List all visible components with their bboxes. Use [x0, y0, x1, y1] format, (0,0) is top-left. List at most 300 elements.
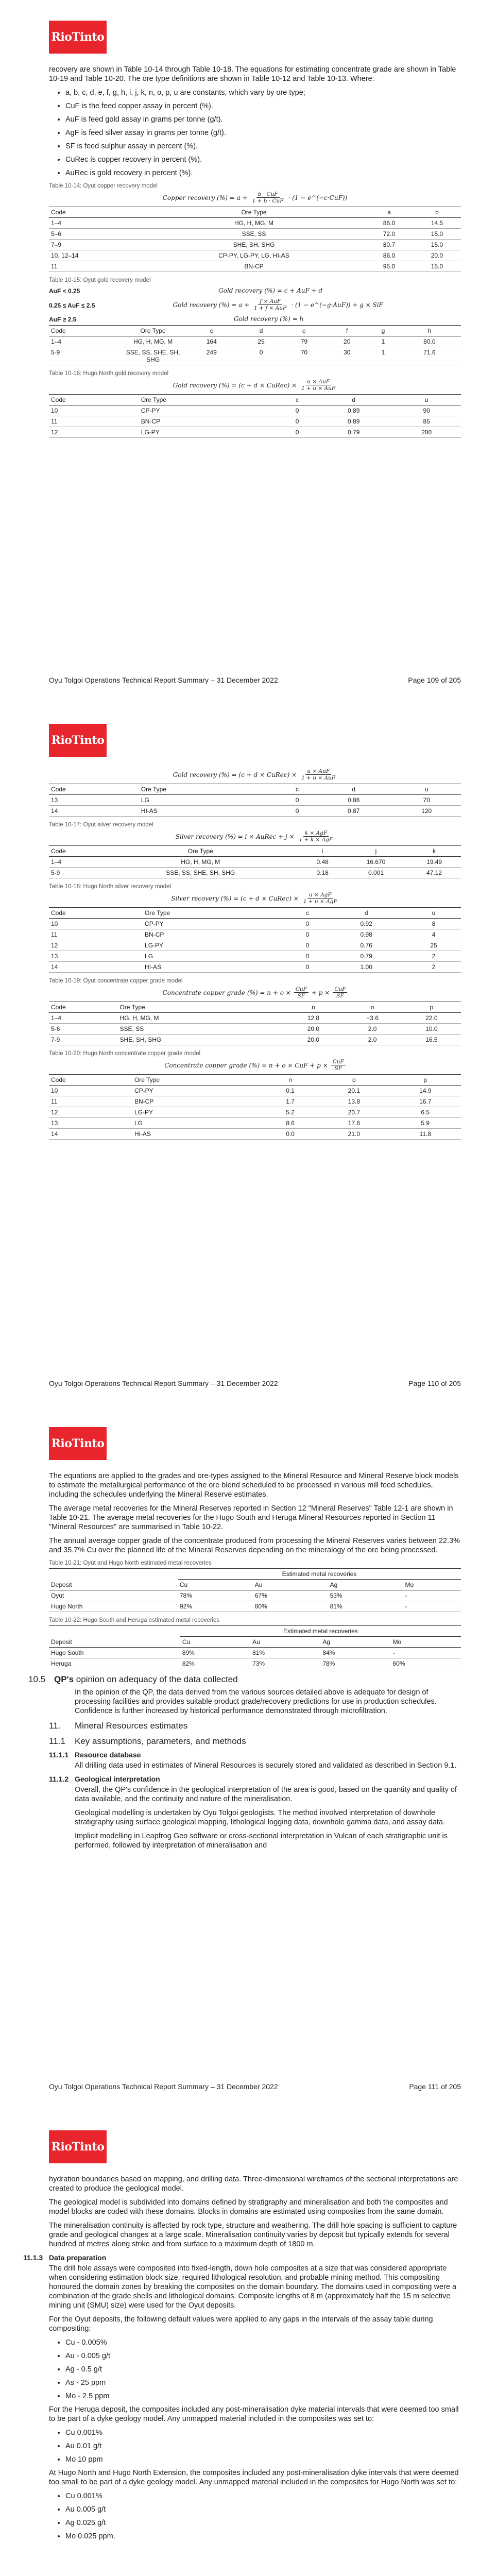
page-112	[0, 2110, 497, 2576]
col-header: i	[300, 846, 345, 857]
table-10-16-continued	[49, 784, 461, 817]
formula-fraction	[331, 1059, 346, 1072]
section-number: 11.	[49, 1721, 61, 1731]
cell: 90	[392, 405, 461, 416]
col-header: e	[283, 326, 325, 336]
cell: -	[403, 1601, 461, 1612]
cell: SHE, SH, SHG	[118, 1035, 284, 1045]
hugo-conc-grade-formula	[49, 1059, 461, 1072]
cell: 86.0	[365, 250, 413, 261]
table-row	[49, 1107, 461, 1118]
cell: 80.7	[365, 240, 413, 250]
paragraph: For the Oyut deposits, the following default values were applied to any gaps in the intervals of the assay table during compositing:	[49, 2315, 433, 2333]
fraction-denominator: 1 + u × AuF	[301, 775, 336, 781]
cell: 0	[289, 940, 327, 951]
fraction-numerator: CuF	[331, 1059, 346, 1065]
col-header: Code	[49, 1075, 132, 1086]
cell: 73%	[250, 1658, 320, 1669]
formula-fraction	[294, 986, 309, 999]
cell: 11	[49, 1096, 132, 1107]
cell: SSE, SS	[118, 1024, 284, 1035]
paragraph: Implicit modelling in Leapfrog Geo software or cross-sectional interpretation in Vulcan of each stratigraphic unit is performed, followed by interpretation of mineralisation and	[75, 1832, 448, 1850]
cell: -	[391, 1648, 461, 1658]
table-row	[49, 1590, 461, 1601]
table-row	[49, 919, 461, 929]
cell: 0	[289, 962, 327, 973]
cell: 13.8	[318, 1096, 389, 1107]
cell: 8.6	[262, 1118, 318, 1129]
cell: 10	[49, 405, 139, 416]
formula-lhs: Silver recovery (%) = i × AuRec + j ×	[175, 833, 295, 840]
list-item: • CuF is the feed copper assay in percent (%).	[65, 101, 461, 111]
table-10-17	[49, 845, 461, 878]
cell: 5-9	[49, 868, 100, 878]
cell: BN-CP	[132, 1096, 262, 1107]
list-item: • AgF is feed silver assay in grams per tonne (g/t).	[65, 128, 461, 138]
fraction-denominator: 1 + u × AuF	[301, 385, 336, 392]
table-row	[49, 1024, 461, 1035]
cell: 20.7	[318, 1107, 389, 1118]
table-row	[49, 806, 461, 817]
list-item: • Cu 0.001%	[65, 2428, 461, 2437]
rio-tinto-logo: RioTinto	[49, 2130, 107, 2163]
formula-fraction	[302, 892, 339, 905]
rio-tinto-logo: RioTinto	[49, 1427, 107, 1460]
cell: 0.87	[315, 806, 392, 817]
table-10-15	[49, 325, 461, 365]
col-header: Ag	[328, 1580, 403, 1590]
cell: 0.89	[315, 405, 392, 416]
cell: 2	[406, 951, 461, 962]
cell: 21.0	[318, 1129, 389, 1140]
table-row	[49, 1086, 461, 1096]
table-row	[49, 795, 461, 806]
col-header: c	[279, 395, 315, 405]
table-row	[49, 857, 461, 868]
cell: 1.00	[326, 962, 406, 973]
condition-label: AuF < 0.25	[49, 287, 80, 295]
cell: 12	[49, 940, 143, 951]
col-header: d	[315, 395, 392, 405]
paragraph: The average metal recoveries for the Mineral Reserves reported in Section 12 "Mineral Reserves" Table 12-1 are shown in Table 10-21. The average metal recoveries for the Hugo South and Heruga Mineral Resources reported in Section 11 "Mineral Resources" are summarised in Table 10-22.	[49, 1504, 453, 1531]
col-header: Ore Type	[100, 846, 300, 857]
col-header: Deposit	[49, 1569, 178, 1590]
cell: SSE, SS, SHE, SH, SHG	[100, 868, 300, 878]
col-header: o	[318, 1075, 389, 1086]
cell: 11	[49, 416, 139, 427]
list-item: • Au - 0.005 g/t	[65, 2351, 461, 2361]
cell: 78%	[178, 1590, 253, 1601]
cell: SSE, SS, SHE, SH, SHG	[123, 347, 183, 365]
table-row	[49, 940, 461, 951]
section-title: Mineral Resources estimates	[75, 1721, 188, 1731]
cell: 7–9	[49, 240, 143, 250]
formula-fraction	[333, 986, 347, 999]
fraction-numerator: u × AuF	[305, 768, 331, 775]
fraction-numerator: CuF	[294, 986, 309, 993]
cell: 12	[49, 427, 139, 438]
cell: 164	[183, 336, 239, 347]
cell: 16.7	[390, 1096, 461, 1107]
section-number: 11.1	[49, 1736, 65, 1746]
cell: 70	[392, 795, 461, 806]
col-header: Ore Type	[118, 1002, 284, 1013]
cell: LG-PY	[132, 1107, 262, 1118]
cell: 5.9	[390, 1118, 461, 1129]
col-header: Code	[49, 326, 123, 336]
col-header: u	[406, 908, 461, 919]
table-10-21	[49, 1568, 461, 1612]
cell: 0	[279, 427, 315, 438]
fraction-denominator: 1 + u × AgF	[303, 899, 337, 905]
cell: 0	[279, 795, 315, 806]
section-heading-10-5	[28, 1674, 461, 1685]
list-item: • Cu 0.001%	[65, 2492, 461, 2501]
cell: 84%	[320, 1648, 390, 1658]
col-header: d	[315, 784, 392, 795]
cell: 80%	[253, 1601, 328, 1612]
col-header: c	[289, 908, 327, 919]
section-heading-11-1-1	[49, 1751, 461, 1759]
cell: 71.6	[398, 347, 461, 365]
cell: HI-AS	[143, 962, 289, 973]
cell: 95.0	[365, 261, 413, 272]
cell: HG, H, MG, M	[143, 218, 365, 229]
cell: 0.89	[315, 416, 392, 427]
list-item: • Mo - 2.5 ppm	[65, 2392, 461, 2401]
cell: 13	[49, 795, 139, 806]
paragraph: The annual average copper grade of the concentrate produced from processing the Mineral Reserves varies between 22.3% and 35.7% Cu over the planned life of the Mineral Reserves depending on the mineralogy of the ore being processed.	[49, 1537, 460, 1554]
cell: 5-9	[49, 347, 123, 365]
cell: 19.49	[407, 857, 461, 868]
cell: 20.1	[318, 1086, 389, 1096]
cell: 47.12	[407, 868, 461, 878]
cell: 5–6	[49, 229, 143, 240]
cell: 120	[392, 806, 461, 817]
table-caption: Table 10-14: Oyut copper recovery model	[49, 183, 158, 189]
col-header: Mo	[403, 1580, 461, 1590]
table-row	[49, 229, 461, 240]
formula: Gold recovery (%) = c + AuF + d	[218, 287, 323, 294]
list-item: • Ag - 0.5 g/t	[65, 2365, 461, 2374]
formula-lhs: Gold recovery (%) = a +	[173, 301, 250, 309]
table-10-19	[49, 1002, 461, 1045]
list-item: • Au 0.005 g/t	[65, 2505, 461, 2514]
table-10-20	[49, 1074, 461, 1140]
cell: 0	[279, 416, 315, 427]
intro-paragraph: recovery are shown in Table 10-14 through Table 10-18. The equations for estimating concentrate grade are shown in Table 10-19 and Table 10-20. The ore type definitions are shown in Table 10-12 and Table 10-13. Where:	[49, 65, 456, 83]
col-header: p	[390, 1075, 461, 1086]
formula: Gold recovery (%) = h	[233, 315, 304, 323]
paragraph: The equations are applied to the grades and ore-types assigned to the Mineral Resource and Mineral Reserve block models to estimate the metallurgical performance of the ore blend scheduled to be processed in various mill feed schedules, including the schedules underlying the Mineral Reserve estimates.	[49, 1472, 459, 1499]
cell: 11	[49, 929, 143, 940]
col-header: Deposit	[49, 1626, 180, 1648]
col-header: Au	[250, 1637, 320, 1648]
table-caption: Table 10-20: Hugo North concentrate copper grade model	[49, 1050, 201, 1057]
cell: Hugo North	[49, 1601, 178, 1612]
formula-lhs: Copper recovery (%) = a +	[162, 194, 248, 201]
cell: 2.0	[342, 1035, 402, 1045]
page-number: Page 109 of 205	[408, 676, 461, 684]
section-number: 11.1.2	[49, 1775, 69, 1783]
cell: 0.18	[300, 868, 345, 878]
section-number: 10.5	[28, 1674, 46, 1684]
cell: 79	[283, 336, 325, 347]
cell: HG, H, MG, M	[100, 857, 300, 868]
cell: 14.5	[413, 218, 461, 229]
cell: 249	[183, 347, 239, 365]
col-header: Ore Type	[143, 207, 365, 218]
table-caption: Table 10-16: Hugo North gold recovery model	[49, 370, 169, 377]
paragraph: hydration boundaries based on mapping, and drilling data. Three-dimensional wireframes of the sectional interpretations are created to produce the geological model.	[49, 2175, 458, 2193]
cell: 53%	[328, 1590, 403, 1601]
col-header: Code	[49, 207, 143, 218]
gold-condition-3	[49, 314, 461, 325]
cell: 0	[279, 405, 315, 416]
cell: 7-9	[49, 1035, 118, 1045]
fraction-numerator: u × AgF	[307, 892, 333, 899]
table-row	[49, 1658, 461, 1669]
oyut-conc-grade-formula	[49, 986, 461, 999]
cell: 16.670	[345, 857, 407, 868]
cell: 1–4	[49, 1013, 118, 1024]
page-111	[0, 1406, 497, 2110]
section-heading-11-1-3	[23, 2253, 461, 2262]
cell: 15.0	[413, 240, 461, 250]
rio-tinto-logo: RioTinto	[49, 21, 107, 54]
cell: 0.86	[315, 795, 392, 806]
section-number: 11.1.1	[49, 1751, 69, 1759]
col-header: Code	[49, 846, 100, 857]
footer-title: Oyu Tolgoi Operations Technical Report Summary – 31 December 2022	[49, 1379, 278, 1387]
formula-fraction	[252, 298, 288, 311]
col-header: h	[398, 326, 461, 336]
col-header: b	[413, 207, 461, 218]
footer-title: Oyu Tolgoi Operations Technical Report Summary – 31 December 2022	[49, 2082, 278, 2091]
cell: HI-AS	[132, 1129, 262, 1140]
cell: 0.79	[315, 427, 392, 438]
col-header: d	[326, 908, 406, 919]
paragraph: The mineralisation continuity is affected by rock type, structure and weathering. The drill hole spacing is sufficient to capture grade and geological changes at a large scale. Mineralisation continuity varies by deposit but typically extends for several hundred of metres along strike and from surface to a maximum depth of 1800 m.	[49, 2222, 457, 2248]
cell: 12	[49, 1107, 132, 1118]
section-heading-11-1-2	[49, 1775, 461, 1783]
cell: 0	[289, 929, 327, 940]
fraction-denominator: SF	[336, 993, 344, 999]
table-10-18	[49, 907, 461, 973]
cell: 16.5	[402, 1035, 461, 1045]
cell: 20.0	[284, 1035, 342, 1045]
paragraph: For the Heruga deposit, the composites included any post-mineralisation dyke material intervals that were deemed too small to be part of a dyke geology model. Any unmapped material included in the composites was set to:	[49, 2405, 459, 2423]
cell: CP-PY	[143, 919, 289, 929]
cell: CP-PY, LG-PY, LG, HI-AS	[143, 250, 365, 261]
cell: 86.0	[365, 218, 413, 229]
oyut-silver-formula	[49, 830, 461, 843]
cell: 17.6	[318, 1118, 389, 1129]
paragraph: At Hugo North and Hugo North Extension, the composites included any post-mineralisation dyke intervals that were deemed too small to be part of a dyke geology model. Any unmapped material included in the composites for Hugo North was set to:	[49, 2469, 459, 2486]
cell: 2	[406, 962, 461, 973]
cell: 81%	[250, 1648, 320, 1658]
hugo-silver-formula	[49, 892, 461, 905]
cell: 81%	[328, 1601, 403, 1612]
table-row	[49, 1601, 461, 1612]
list-item: • CuRec is copper recovery in percent (%).	[65, 155, 461, 164]
cell: 67%	[253, 1590, 328, 1601]
cell: 89%	[180, 1648, 250, 1658]
section-number: 11.1.3	[23, 2253, 43, 2262]
table-row	[49, 347, 461, 365]
cell: 20	[325, 336, 368, 347]
table-caption: Table 10-15: Oyut gold recovery model	[49, 277, 151, 283]
table-row	[49, 405, 461, 416]
paragraph: Overall, the QP's confidence in the geological interpretation of the area is good, based on the quantity and quality of data available, and the continuity and nature of the mineralisation.	[75, 1786, 457, 1803]
cell: 13	[49, 1118, 132, 1129]
cell: 12.8	[284, 1013, 342, 1024]
cell: BN-CP	[143, 261, 365, 272]
table-caption: Table 10-22: Hugo South and Heruga estimated metal recoveries	[49, 1617, 220, 1623]
condition-label: 0.25 ≤ AuF ≤ 2.5	[49, 301, 95, 309]
table-row	[49, 1129, 461, 1140]
formula-tail: · (1 − e^(−g·AuF)) + g × SiF	[291, 301, 383, 309]
fraction-denominator: 1 + f × AuF	[254, 305, 287, 311]
cell: 92%	[178, 1601, 253, 1612]
formula-fraction	[251, 191, 285, 204]
col-header: Cu	[178, 1580, 253, 1590]
table-row	[49, 218, 461, 229]
cell: CP-PY	[132, 1086, 262, 1096]
list-item: • SF is feed sulphur assay in percent (%).	[65, 142, 461, 151]
hugo-gold-formula-continued	[49, 768, 461, 781]
cell: 10	[49, 1086, 132, 1096]
formula-fraction	[298, 830, 335, 843]
paragraph: In the opinion of the QP, the data derived from the various sources detailed above is adequate for design of processing facilities and provides suitable product grade/recovery predictions for use in production schedules. Confidence is further increased by historical performance demonstrated through microfiltration.	[75, 1688, 437, 1715]
section-heading-11	[49, 1721, 461, 1731]
list-item: • Ag 0.025 g/t	[65, 2518, 461, 2528]
rio-tinto-logo: RioTinto	[49, 724, 107, 757]
cell: 15.0	[413, 229, 461, 240]
table-caption: Table 10-18: Hugo North silver recovery model	[49, 884, 172, 890]
cell: 11	[49, 261, 143, 272]
list-item: • As - 25 ppm	[65, 2378, 461, 2387]
formula-lhs: Gold recovery (%) = (c + d × CuRec) ×	[173, 381, 297, 389]
cell: 82%	[180, 1658, 250, 1669]
cell: 14	[49, 962, 143, 973]
cell: −3.6	[342, 1013, 402, 1024]
table-row	[49, 1096, 461, 1107]
cell: 14	[49, 806, 139, 817]
cell: HI-AS	[139, 806, 279, 817]
gold-condition-2	[49, 297, 461, 314]
col-header: j	[345, 846, 407, 857]
col-header: Code	[49, 395, 139, 405]
table-caption: Table 10-21: Oyut and Hugo North estimated metal recoveries	[49, 1560, 212, 1566]
formula-lhs: Concentrate copper grade (%) = n + o × CuF + p ×	[164, 1061, 328, 1069]
table-row	[49, 1013, 461, 1024]
paragraph: The drill hole assays were composited into fixed-length, down hole composites at a size that was considered appropriate when considering estimation block size, required lithological resolution, and probable mining method. This compositing honoured the domain zones by breaking the composites on the domain boundary. The domains used in compositing were a combination of the grade shells and lithological domains. Composite lengths of 8 m (approximately half the 15 m selective mining unit (SMU) size) were used for the Oyut deposits.	[49, 2264, 457, 2310]
variable-definitions-list	[49, 88, 461, 178]
col-header: u	[392, 784, 461, 795]
list-item: • AuF is feed gold assay in grams per tonne (g/t).	[65, 115, 461, 124]
col-header: p	[402, 1002, 461, 1013]
fraction-numerator: f × AuF	[258, 298, 282, 305]
cell: LG	[132, 1118, 262, 1129]
section-heading-11-1	[49, 1736, 461, 1747]
fraction-denominator: SF	[334, 1065, 342, 1072]
table-row	[49, 250, 461, 261]
cell: 15.0	[413, 261, 461, 272]
fraction-numerator: CuF	[333, 986, 347, 993]
col-header: c	[279, 784, 315, 795]
cell: 4	[406, 929, 461, 940]
cell: 1–4	[49, 336, 123, 347]
cell: HG, H, MG, M	[118, 1013, 284, 1024]
cell: 22.0	[402, 1013, 461, 1024]
cell: 0.48	[300, 857, 345, 868]
cell: Heruga	[49, 1658, 180, 1669]
cell: 1	[368, 336, 398, 347]
col-header: d	[239, 326, 282, 336]
cell: BN-CP	[139, 416, 279, 427]
cell: -	[403, 1590, 461, 1601]
cell: 25	[239, 336, 282, 347]
page-number: Page 111 of 205	[409, 2082, 461, 2091]
page-footer	[49, 676, 461, 684]
page-number: Page 110 of 205	[408, 1379, 461, 1387]
table-row	[49, 427, 461, 438]
cell: 78%	[320, 1658, 390, 1669]
list-item: • Mo 10 ppm	[65, 2455, 461, 2464]
cell: 30	[325, 347, 368, 365]
table-row	[49, 336, 461, 347]
fraction-denominator: SF	[297, 993, 305, 999]
hugo-gold-formula	[49, 379, 461, 392]
table-row	[49, 416, 461, 427]
gold-condition-1	[49, 285, 461, 297]
cell: 80.0	[398, 336, 461, 347]
col-header: Au	[253, 1580, 328, 1590]
cell: LG	[143, 951, 289, 962]
cell: 280	[392, 427, 461, 438]
col-header: Ore Type	[143, 908, 289, 919]
table-row	[49, 261, 461, 272]
cell: 11.8	[390, 1129, 461, 1140]
cell: 20.0	[284, 1024, 342, 1035]
col-header: k	[407, 846, 461, 857]
cell: 0.92	[326, 919, 406, 929]
section-title: opinion on adequacy of the data collected	[74, 1674, 238, 1684]
cell: 1	[368, 347, 398, 365]
condition-label: AuF ≥ 2.5	[49, 316, 77, 323]
cell: 1–4	[49, 857, 100, 868]
fraction-denominator: 1 + k × AgF	[299, 837, 333, 843]
formula	[95, 298, 461, 311]
formula-mid: + p ×	[311, 989, 330, 996]
fraction-numerator: k × AgF	[303, 830, 329, 837]
cell: 8	[406, 919, 461, 929]
cell: LG-PY	[139, 427, 279, 438]
col-header: o	[342, 1002, 402, 1013]
cell: 25	[406, 940, 461, 951]
col-header: Code	[49, 1002, 118, 1013]
table-caption: Table 10-19: Oyut concentrate copper grade model	[49, 978, 183, 984]
cell: 0.001	[345, 868, 407, 878]
page-110	[0, 703, 497, 1406]
col-header: Ag	[320, 1637, 390, 1648]
cell: 0.0	[262, 1129, 318, 1140]
cell: 5-6	[49, 1024, 118, 1035]
cell: 14.9	[390, 1086, 461, 1096]
col-header: u	[392, 395, 461, 405]
formula-lhs: Gold recovery (%) = (c + d × CuRec) ×	[173, 771, 297, 778]
